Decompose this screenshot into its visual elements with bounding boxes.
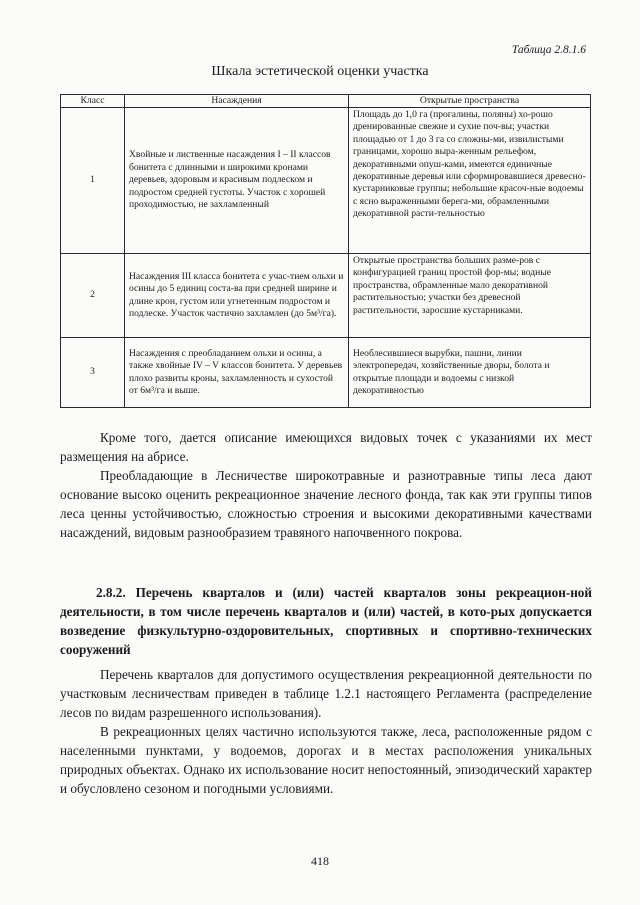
aesthetic-scale-table (60, 94, 591, 408)
table-row (61, 254, 591, 338)
header-plantings: Насаждения (125, 95, 349, 108)
table-caption: Таблица 2.8.1.6 (511, 44, 586, 56)
paragraph: В рекреационных целях частично используются также, леса, расположенные рядом с населенными пунктами, у водоемов, дорогах и в местах расположения уникальных природных объектах. Однако их использование носит непостоянный, эпизодический характер и обусловлено сезоном и погодными условиями. (60, 724, 592, 796)
row-class: 2 (61, 254, 125, 338)
header-open-spaces: Открытые пространства (349, 95, 591, 108)
page-number: 418 (311, 854, 329, 868)
row-plantings: Насаждения с преобладанием ольхи и осины, а также хвойные IV – V классов бонитета. У деревьев плохо развиты кроны, захламленность и сухостой от 6м³/га и выше. (125, 338, 349, 408)
table-header-row (61, 95, 591, 108)
table-row (61, 108, 591, 254)
section-heading: 2.8.2. Перечень кварталов и (или) частей кварталов зоны рекреацион-ной деятельности, в том числе перечень кварталов и (или) частей, в кото-рых допускается возведение физкультурно-оздоровительных, спортивных и спортивно-технических сооружений (60, 585, 592, 657)
row-open-spaces: Площадь до 1,0 га (прогалины, поляны) хо-рошо дренированные свежие и сухие поч-вы; участки площадью от 1 до 3 га со сложны-ми, извилистыми границами, хорошо выра-женным рельефом, декоративными опуш-ками, имеются единичные декоративные деревья или сформировавшиеся древесно-кустарниковые группы; небольшие красоч-ные водоемы с ясно выраженными берега-ми, обрамленными декоративной расти-тельностью (349, 108, 591, 254)
paragraph: Перечень кварталов для допустимого осуществления рекреационной деятельности по участковым лесничествам приведен в таблице 1.2.1 настоящего Регламента (распределение лесов по видам разрешенного использования). (60, 667, 592, 720)
page-title: Шкала эстетической оценки участка (211, 64, 429, 79)
paragraph: Преобладающие в Лесничестве широкотравные и разнотравные типы леса дают основание высоко оценить рекреационное значение лесного фонда, так как эти группы типов леса ценны устойчивостью, сложностью строения и высокими декоративными качествами насаждений, видовым разнообразием травяного напочвенного покрова. (60, 468, 592, 540)
row-plantings: Насаждения III класса бонитета с учас-тием ольхи и осины до 5 единиц соста-ва при средней ширине и длине крон, густом или угнетенным подростом и подлеске. Участок частично захламлен (до 5м³/га). (125, 254, 349, 338)
header-class: Класс (61, 95, 125, 108)
paragraph: Кроме того, дается описание имеющихся видовых точек с указаниями их мест размещения на абрисе. (60, 430, 592, 464)
row-open-spaces: Необлесившиеся вырубки, пашни, линии электропередач, хозяйственные дворы, болота и открытые площади и водоемы с низкой декоративностью (349, 338, 591, 408)
table-row (61, 338, 591, 408)
row-open-spaces: Открытые пространства больших разме-ров с конфигурацией границ простой фор-мы; водные пространства, обрамленные мало декоративной растительностью; участки без древесной растительности, заросшие кустарниками. (349, 254, 591, 338)
body-text-2 (60, 665, 592, 798)
body-text-1 (60, 428, 592, 542)
row-class: 3 (61, 338, 125, 408)
row-plantings: Хвойные и лиственные насаждения I – II классов бонитета с длинными и широкими кронами деревьев, здоровым и красивым подлеском и подростом средней густоты. Участок с хорошей проходимостью, не захламленный (125, 108, 349, 254)
row-class: 1 (61, 108, 125, 254)
